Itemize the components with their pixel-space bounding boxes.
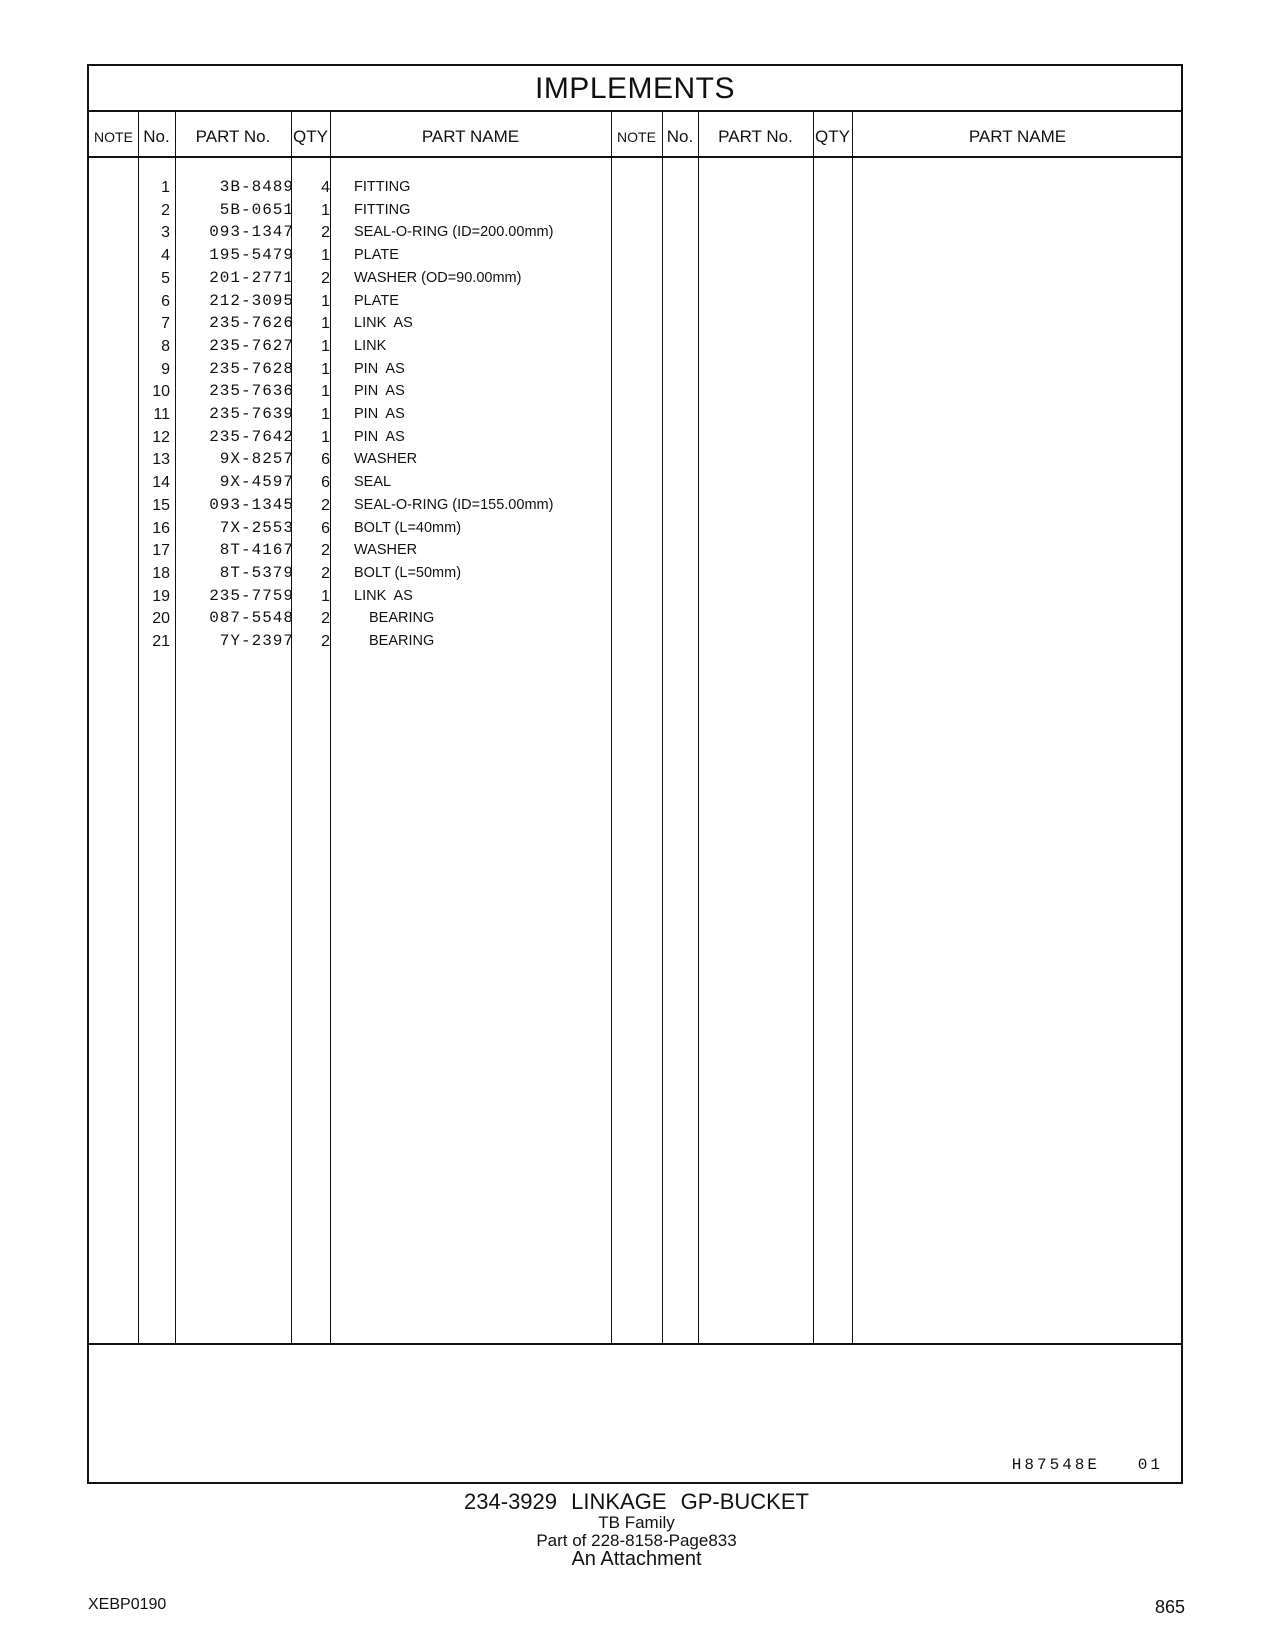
quantity: 4 bbox=[321, 179, 330, 196]
table-row bbox=[89, 380, 1181, 403]
part-name: PIN AS bbox=[354, 428, 405, 445]
quantity: 2 bbox=[321, 542, 330, 560]
quantity: 2 bbox=[321, 610, 330, 628]
header-qty: QTY bbox=[293, 127, 328, 146]
part-number: 235-7759 bbox=[209, 586, 294, 605]
quantity: 1 bbox=[321, 337, 330, 355]
part-number: 3B-8489 bbox=[219, 178, 294, 196]
part-name: SEAL bbox=[354, 474, 392, 491]
part-name: BOLT (L=40mm) bbox=[354, 519, 462, 536]
part-name: BEARING bbox=[369, 610, 435, 627]
quantity: 6 bbox=[321, 519, 330, 537]
part-number: 093-1347 bbox=[209, 223, 294, 242]
part-number: 9X-4597 bbox=[219, 473, 294, 492]
quantity: 6 bbox=[321, 474, 330, 492]
quantity: 1 bbox=[321, 587, 330, 605]
part-name: PIN AS bbox=[354, 406, 405, 422]
item-number: 13 bbox=[152, 451, 170, 469]
item-number: 15 bbox=[152, 496, 170, 514]
table-row bbox=[89, 267, 1181, 290]
part-number: 7Y-2397 bbox=[219, 632, 294, 650]
page-number: 865 bbox=[1154, 1597, 1185, 1617]
table-row bbox=[89, 199, 1181, 222]
quantity: 1 bbox=[321, 406, 330, 423]
part-name: FITTING bbox=[354, 201, 411, 218]
divider bbox=[89, 110, 1181, 112]
quantity: 2 bbox=[321, 633, 330, 650]
header-note: NOTE bbox=[94, 129, 133, 145]
quantity: 6 bbox=[321, 451, 330, 469]
header-no: No. bbox=[143, 127, 170, 146]
document-id: XEBP0190 bbox=[88, 1596, 167, 1613]
table-row bbox=[89, 562, 1181, 585]
caption-title: 234-3929 LINKAGE GP-BUCKET bbox=[464, 1489, 809, 1514]
header-part-name: PART NAME bbox=[421, 127, 520, 146]
part-name: PIN AS bbox=[354, 360, 405, 377]
part-number: 093-1345 bbox=[209, 495, 294, 514]
part-name: WASHER (OD=90.00mm) bbox=[354, 269, 522, 286]
item-number: 3 bbox=[161, 224, 170, 242]
item-number: 17 bbox=[152, 542, 170, 560]
item-number: 20 bbox=[152, 610, 170, 628]
quantity: 1 bbox=[321, 360, 330, 378]
part-number: 235-7626 bbox=[209, 314, 294, 333]
item-number: 19 bbox=[152, 587, 170, 605]
header-part-no-right: PART No. bbox=[718, 127, 793, 146]
item-number: 5 bbox=[161, 269, 170, 287]
footer-code: H87548E 01 bbox=[1011, 1456, 1163, 1474]
caption-type: An Attachment bbox=[571, 1548, 702, 1570]
table-row bbox=[89, 426, 1181, 449]
item-number: 10 bbox=[152, 383, 170, 401]
item-number: 2 bbox=[161, 201, 170, 219]
header-qty-right: QTY bbox=[815, 127, 850, 146]
part-name: BEARING bbox=[369, 633, 435, 649]
table-row bbox=[89, 471, 1181, 494]
part-number: 235-7639 bbox=[209, 405, 294, 423]
table-row bbox=[89, 539, 1181, 562]
quantity: 1 bbox=[321, 247, 330, 265]
part-name: BOLT (L=50mm) bbox=[354, 564, 462, 581]
item-number: 21 bbox=[152, 633, 170, 650]
header-part-no: PART No. bbox=[195, 127, 271, 146]
table-row bbox=[89, 176, 1181, 199]
table-row bbox=[89, 630, 1181, 653]
quantity: 1 bbox=[321, 315, 330, 333]
item-number: 7 bbox=[161, 315, 170, 333]
table-row bbox=[89, 607, 1181, 630]
part-number: 235-7628 bbox=[209, 359, 294, 378]
part-name: PLATE bbox=[354, 292, 399, 309]
part-number: 8T-4167 bbox=[219, 541, 294, 560]
item-number: 8 bbox=[161, 337, 170, 355]
part-number: 235-7636 bbox=[209, 382, 294, 401]
divider bbox=[89, 1343, 1181, 1345]
item-number: 14 bbox=[152, 474, 170, 492]
item-number: 4 bbox=[161, 247, 170, 265]
quantity: 1 bbox=[321, 428, 330, 446]
part-name: WASHER bbox=[354, 451, 418, 468]
table-row bbox=[89, 585, 1181, 608]
quantity: 1 bbox=[321, 383, 330, 401]
item-number: 1 bbox=[161, 179, 170, 196]
table-row bbox=[89, 448, 1181, 471]
table-row bbox=[89, 221, 1181, 244]
part-name: SEAL-O-RING (ID=200.00mm) bbox=[354, 224, 554, 241]
item-number: 18 bbox=[152, 564, 170, 582]
header-part-name-right: PART NAME bbox=[968, 127, 1067, 146]
part-name: LINK bbox=[354, 337, 387, 354]
part-number: 195-5479 bbox=[209, 246, 294, 265]
page-title: IMPLEMENTS bbox=[534, 72, 736, 105]
quantity: 1 bbox=[321, 292, 330, 310]
part-name: LINK AS bbox=[354, 315, 413, 332]
part-number: 235-7642 bbox=[209, 427, 294, 446]
part-name: PIN AS bbox=[354, 383, 405, 400]
part-number: 087-5548 bbox=[209, 609, 294, 628]
item-number: 11 bbox=[153, 406, 170, 423]
table-row bbox=[89, 290, 1181, 313]
quantity: 1 bbox=[321, 201, 330, 219]
table-row bbox=[89, 244, 1181, 267]
part-name: PLATE bbox=[354, 247, 399, 264]
quantity: 2 bbox=[321, 269, 330, 287]
part-name: WASHER bbox=[354, 542, 418, 559]
item-number: 16 bbox=[152, 519, 170, 537]
item-number: 6 bbox=[161, 292, 170, 310]
item-number: 9 bbox=[161, 360, 170, 378]
item-number: 12 bbox=[152, 428, 170, 446]
caption-family: TB Family bbox=[598, 1513, 675, 1532]
part-name: FITTING bbox=[354, 179, 411, 195]
part-number: 9X-8257 bbox=[219, 450, 294, 469]
table-row bbox=[89, 403, 1181, 426]
caption-reference: Part of 228-8158-Page833 bbox=[536, 1531, 737, 1550]
part-name: LINK AS bbox=[354, 587, 413, 604]
part-number: 7X-2553 bbox=[219, 518, 294, 537]
header-note-right: NOTE bbox=[617, 129, 656, 145]
parts-table-frame bbox=[87, 64, 1183, 1484]
quantity: 2 bbox=[321, 564, 330, 582]
part-number: 212-3095 bbox=[209, 291, 294, 310]
table-row bbox=[89, 312, 1181, 335]
part-number: 5B-0651 bbox=[219, 200, 294, 219]
part-name: SEAL-O-RING (ID=155.00mm) bbox=[354, 496, 554, 513]
table-row bbox=[89, 358, 1181, 381]
quantity: 2 bbox=[321, 224, 330, 242]
header-no-right: No. bbox=[666, 127, 694, 146]
table-row bbox=[89, 517, 1181, 540]
table-row bbox=[89, 335, 1181, 358]
part-number: 235-7627 bbox=[209, 336, 294, 355]
part-number: 8T-5379 bbox=[219, 563, 294, 582]
quantity: 2 bbox=[321, 496, 330, 514]
table-row bbox=[89, 494, 1181, 517]
part-number: 201-2771 bbox=[209, 268, 294, 287]
